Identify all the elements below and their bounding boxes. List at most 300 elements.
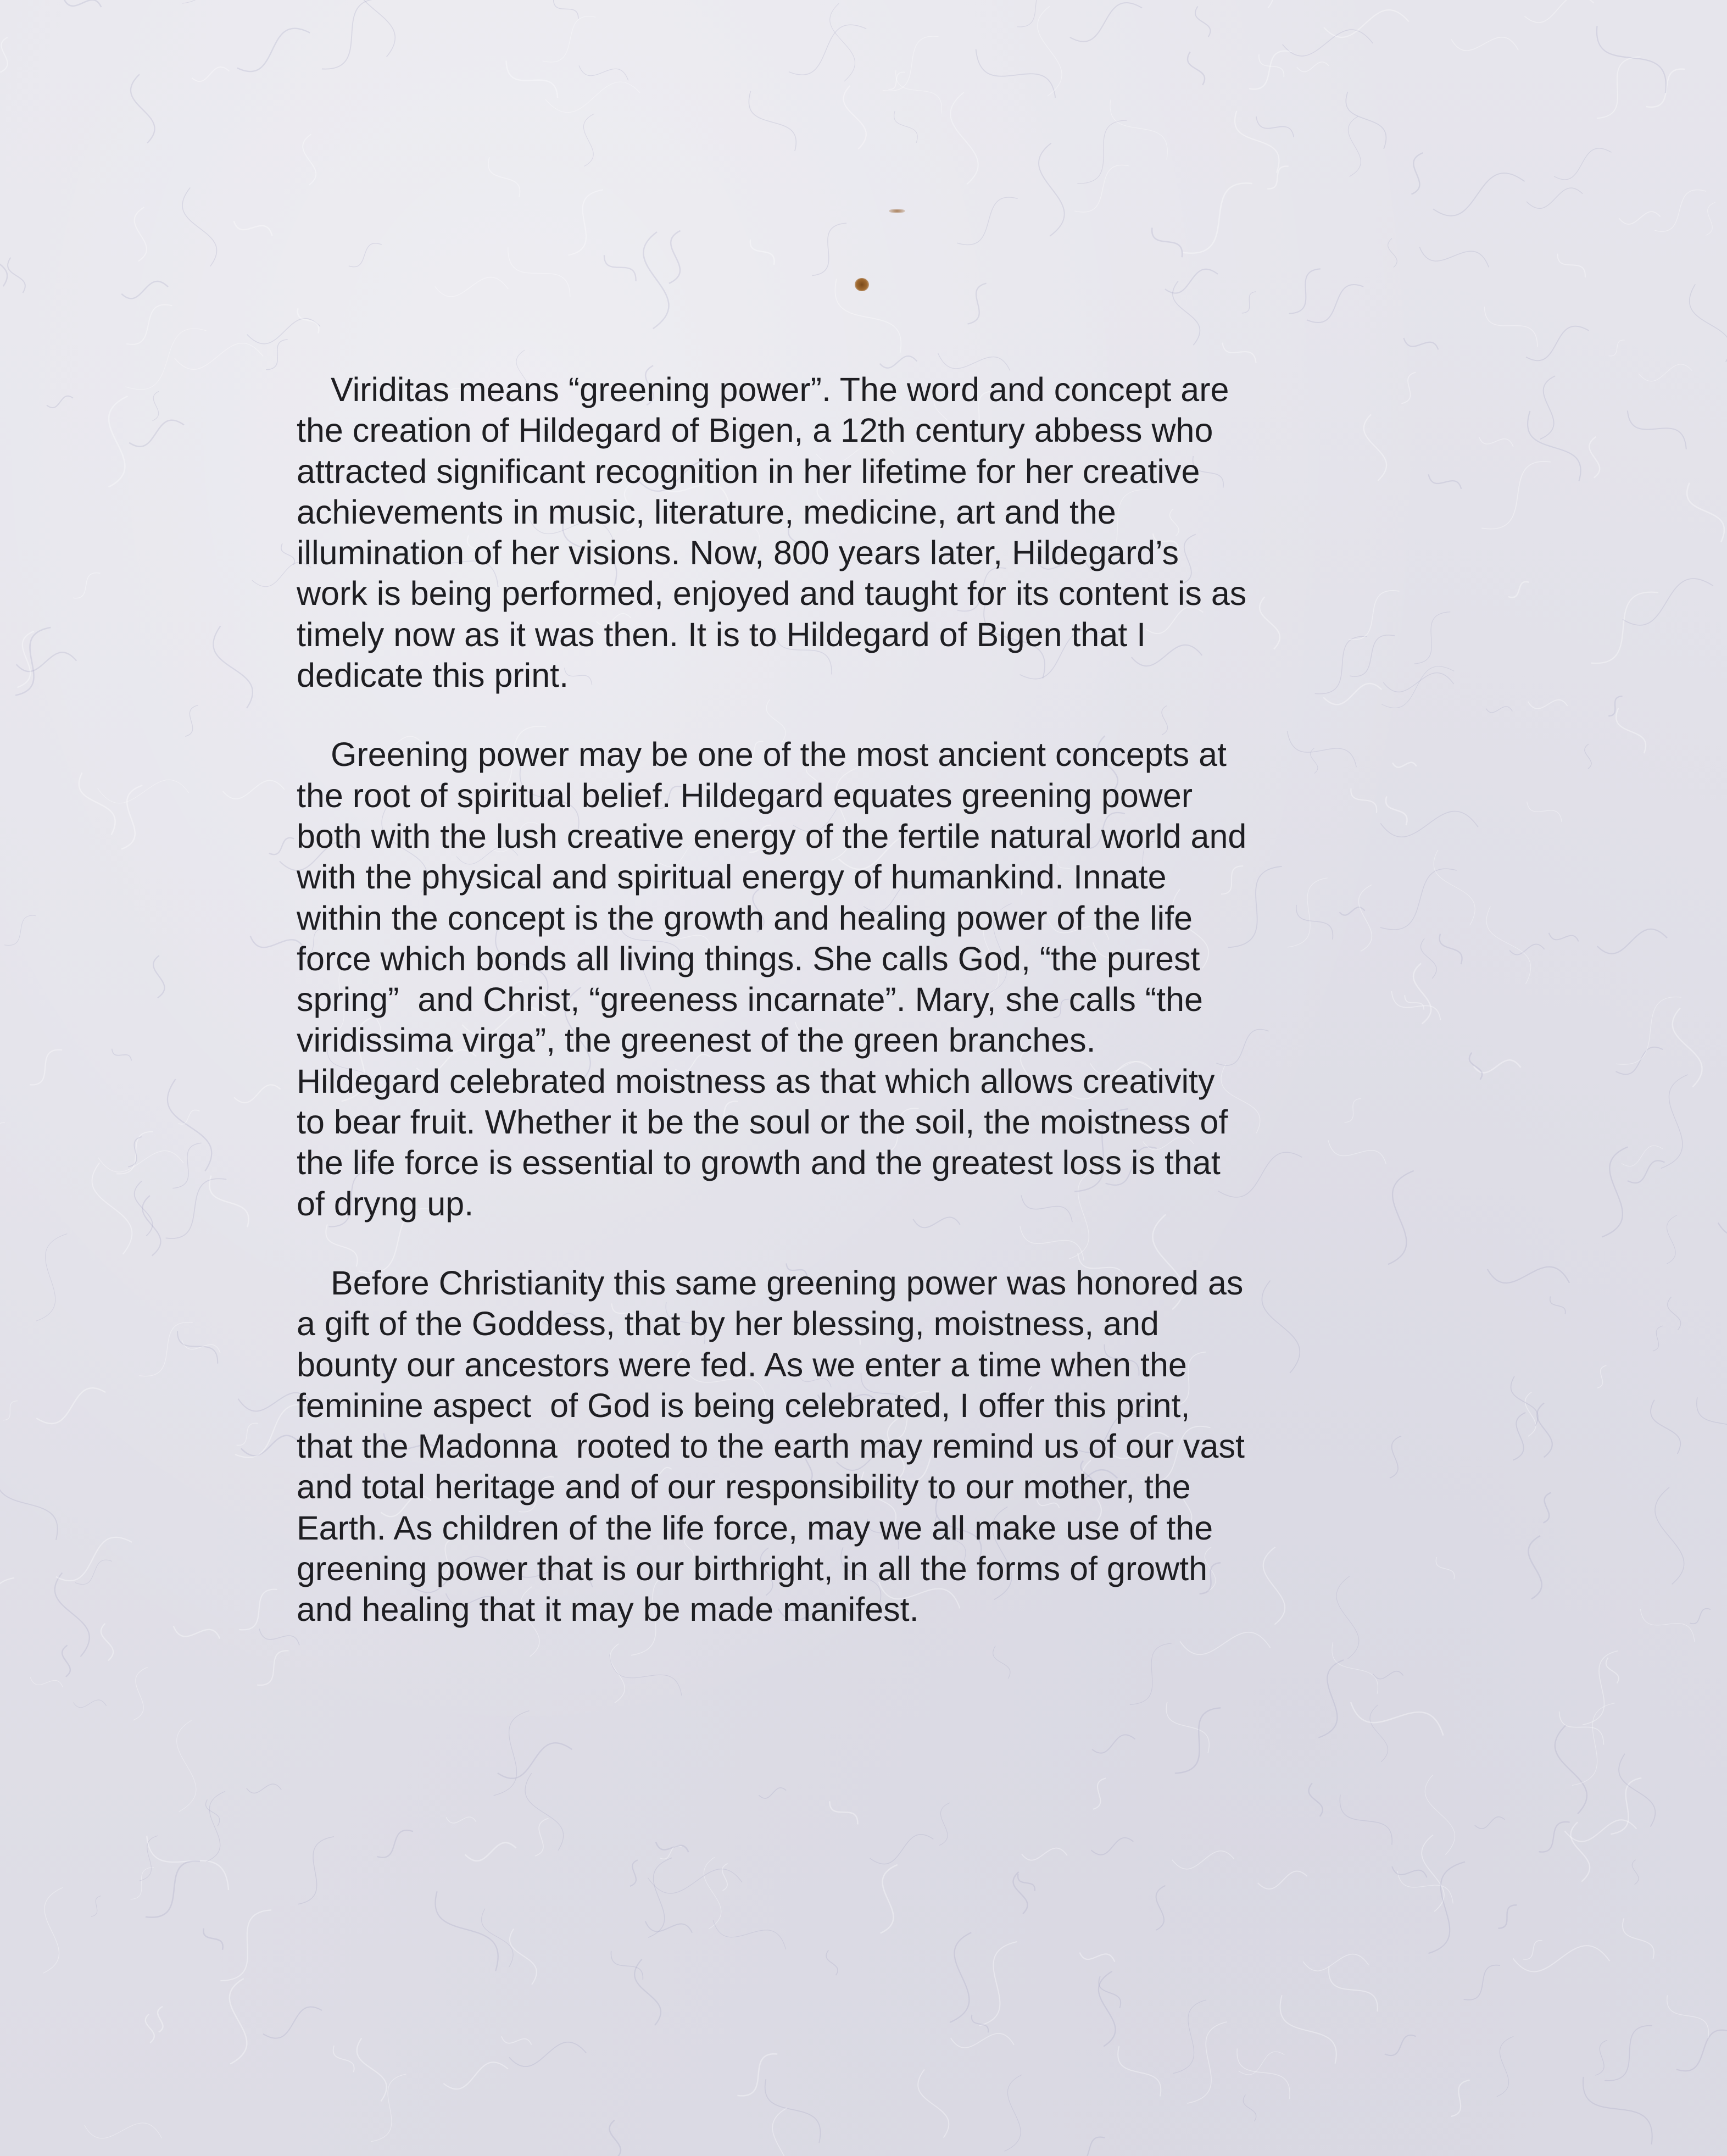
paper-fiber (1528, 700, 1568, 709)
paper-fiber (43, 1887, 63, 1973)
paper-fiber (179, 1110, 200, 1124)
paper-fiber (1498, 1905, 1517, 1928)
paper-fiber (0, 1578, 14, 1654)
paper-fiber (1166, 1702, 1209, 1753)
paper-fiber (1523, 1941, 1542, 1959)
paper-fiber (1661, 1075, 1688, 1169)
paper-fiber (298, 1837, 334, 1904)
paper-fiber (1433, 173, 1525, 216)
paper-fiber (1259, 54, 1284, 77)
paper-fiber (1289, 269, 1321, 313)
paper-fiber (1005, 2075, 1022, 2151)
paper-fiber (508, 247, 570, 296)
paper-fiber (135, 207, 147, 261)
paper-fiber (1329, 1966, 1378, 2012)
paper-fiber (634, 1959, 661, 2026)
paper-fiber (207, 1791, 225, 1862)
paper-fiber (1583, 1651, 1618, 1725)
paper-fiber (153, 955, 164, 998)
paper-fiber (73, 573, 100, 598)
paper-fiber (109, 396, 128, 487)
paper-fiber (177, 1720, 196, 1812)
paper-fiber (648, 1869, 743, 1893)
paper-fiber (1616, 1047, 1663, 1075)
paper-fiber (357, 2038, 387, 2102)
paper-fiber (1706, 202, 1715, 235)
paper-fiber (509, 2042, 586, 2066)
paper-fiber (303, 134, 316, 185)
document-body (297, 369, 1417, 1669)
paragraph-2 (297, 734, 1417, 1224)
paper-fiber (281, 543, 294, 565)
text-line: with the physical and spiritual energy of humankind. Innate (297, 858, 1167, 896)
text-line: to bear fruit. Whether it be the soul or the soil, the moistness of (297, 1103, 1228, 1141)
paper-fiber (1118, 2046, 1161, 2096)
paper-fiber (568, 190, 603, 255)
paper-fiber (1346, 92, 1386, 149)
paper-fiber (609, 2120, 620, 2156)
paper-fiber (0, 1123, 5, 1143)
paper-fiber (1237, 2048, 1290, 2099)
paper-fiber (1451, 2080, 1469, 2116)
paper-fiber (1513, 1413, 1525, 1460)
paper-fiber (47, 396, 73, 408)
paper-fiber (74, 1700, 107, 1708)
paper-fiber (976, 49, 1056, 98)
paper-fiber (371, 2074, 406, 2142)
text-line: the creation of Hildegard of Bigen, a 12th century abbess who (297, 412, 1213, 449)
paper-fiber (1392, 1866, 1427, 1877)
paper-fiber (1419, 247, 1489, 268)
paper-fiber (1509, 944, 1544, 954)
paper-fiber (1072, 2137, 1105, 2156)
paper-fiber (213, 626, 253, 708)
paper-fiber (1589, 437, 1600, 478)
paper-fiber (153, 391, 159, 421)
paper-fiber (139, 1323, 193, 1376)
text-line: Hildegard celebrated moistness as that which allows creativity (297, 1062, 1215, 1100)
text-line: within the concept is the growth and healing power of the life (297, 899, 1193, 937)
paper-fiber (121, 785, 142, 849)
paper-fiber (525, 1773, 564, 1851)
text-line: that the Madonna rooted to the earth may remind us of our vast (297, 1427, 1245, 1465)
paper-fiber (713, 1920, 785, 1949)
paper-fiber (1340, 1794, 1392, 1844)
paper-fiber (759, 1788, 786, 1798)
text-line: spring” and Christ, “greeness incarnate”. Mary, she calls “the (297, 981, 1203, 1019)
paper-fiber (1243, 2094, 1256, 2121)
paper-fiber (1591, 592, 1658, 664)
paper-fiber (1479, 437, 1513, 447)
paper-fiber (482, 1909, 514, 1968)
text-line: work is being performed, enjoyed and taught for its content is as (297, 575, 1247, 613)
paper-fiber (1526, 326, 1589, 361)
paper-fiber (1524, 0, 1594, 23)
paper-fiber (1539, 1822, 1569, 1852)
paper-fiber (938, 353, 1010, 370)
paper-fiber (704, 1857, 721, 1929)
paper-fiber (604, 255, 636, 281)
paper-fiber (951, 2033, 1015, 2048)
text-line: force which bonds all living things. She calls God, “the purest (297, 940, 1200, 977)
paper-fiber (263, 2007, 322, 2038)
paper-fiber (1608, 696, 1622, 716)
paper-fiber (494, 1711, 530, 1796)
paper-fiber (1403, 338, 1438, 349)
paper-fiber (1324, 10, 1409, 37)
text-line: greening power that is our birthright, in all the forms of growth (297, 1550, 1207, 1588)
paper-fiber (1283, 30, 1373, 56)
text-line: attracted significant recognition in her lifetime for her creative (297, 452, 1200, 490)
paper-fiber (1484, 307, 1537, 347)
paper-fiber (435, 277, 508, 297)
paper-fiber (298, 308, 319, 333)
paper-fiber (1222, 343, 1256, 363)
text-line: a gift of the Goddess, that by her blessing, moistness, and (297, 1305, 1159, 1343)
paper-fiber (247, 319, 320, 344)
paper-fiber (506, 60, 558, 98)
paper-fiber (1440, 934, 1462, 964)
paper-fiber (182, 1340, 220, 1353)
paragraph-3 (297, 1263, 1417, 1630)
paper-fiber (1110, 99, 1167, 159)
paper-fiber (146, 1861, 200, 1917)
paper-fiber (133, 1667, 148, 1720)
text-line: both with the lush creative energy of the fertile natural world and (297, 817, 1247, 855)
paper-fiber (829, 1801, 857, 1824)
paper-fiber (1091, 1838, 1134, 1855)
text-line: illumination of her visions. Now, 800 years later, Hildegard’s (297, 534, 1179, 572)
paper-fiber (1187, 2022, 1227, 2103)
paper-fiber (182, 0, 232, 3)
paper-fiber (750, 240, 775, 265)
paper-fiber (79, 773, 115, 835)
text-line: Before Christianity this same greening power was honored as (331, 1264, 1244, 1302)
paper-fiber (1420, 938, 1436, 979)
paper-fiber (1013, 1872, 1028, 1914)
paper-fiber (1172, 1851, 1234, 1869)
paper-fiber (583, 114, 594, 166)
paper-fiber (139, 1836, 158, 1881)
paper-fiber (131, 74, 155, 143)
text-line: the root of spiritual belief. Hildegard equates greening power (297, 776, 1193, 814)
paper-fiber (1585, 744, 1591, 769)
paper-fiber (443, 2062, 508, 2089)
paper-fiber (177, 1331, 218, 1364)
paper-fiber (1572, 1703, 1615, 1786)
paper-fiber (888, 72, 905, 89)
paper-fiber (1623, 1918, 1654, 1959)
paper-fiber (1611, 1778, 1641, 1834)
paper-fiber (765, 2079, 821, 2143)
paper-fiber (168, 1079, 211, 1171)
paper-fiber (1554, 148, 1611, 180)
paper-fiber (1307, 285, 1363, 323)
paper-fiber (1570, 1822, 1590, 1881)
paper-fiber (1609, 340, 1625, 356)
paper-fiber (1318, 1660, 1344, 1738)
paper-fiber (979, 1942, 1017, 2026)
paper-fiber (1258, 1871, 1307, 1889)
paper-fiber (1668, 1297, 1681, 1330)
paper-fiber (175, 343, 263, 370)
paper-fiber (950, 1932, 971, 2022)
paper-fiber (1597, 57, 1641, 119)
paper-fiber (1549, 933, 1579, 942)
paper-fiber (237, 29, 310, 72)
paper-fiber (1597, 1365, 1607, 1388)
paper-fiber (356, 0, 395, 57)
paper-fiber (1550, 1297, 1566, 1314)
paper-fiber (1173, 2000, 1206, 2074)
paper-fiber (737, 2054, 777, 2096)
paper-fiber (1348, 116, 1361, 176)
paper-fiber (435, 1891, 498, 1971)
paper-fiber (1249, 51, 1292, 90)
paper-fiber (192, 67, 229, 81)
paper-fiber (1018, 1874, 1035, 1891)
paper-fiber (4, 915, 36, 945)
paper-fiber (465, 1843, 516, 1861)
paper-fiber (1183, 183, 1252, 253)
paper-fiber (135, 1181, 153, 1236)
paper-fiber (131, 1868, 154, 1899)
paper-fiber (535, 1818, 549, 1856)
text-line: the life force is essential to growth and the greatest loss is that (297, 1144, 1221, 1182)
paper-fiber (1511, 1376, 1538, 1426)
paper-fiber (203, 1929, 222, 1950)
paper-fiber (1173, 281, 1200, 346)
paper-fiber (101, 1624, 113, 1661)
paper-fiber (241, 1436, 299, 1456)
text-line: timely now as it was then. It is to Hildegard of Bigen that I (297, 615, 1146, 653)
paper-fiber (1690, 1609, 1711, 1624)
paper-fiber (789, 25, 866, 75)
paper-fiber (1528, 411, 1581, 481)
paper-fiber (0, 1464, 58, 1540)
paper-fiber (1488, 1267, 1569, 1283)
paper-fiber (98, 780, 189, 803)
paper-fiber (1544, 1493, 1551, 1523)
paper-fiber (1038, 6, 1062, 96)
paper-fiber (1667, 1995, 1709, 2038)
paper-fiber (1152, 228, 1182, 258)
paper-fiber (826, 1950, 838, 1975)
paper-fiber (1017, 0, 1056, 27)
paper-fiber (1099, 1971, 1116, 2047)
paper-fiber (1646, 69, 1685, 107)
paper-fiber (835, 279, 901, 353)
paper-fiber (545, 82, 640, 113)
paper-fiber (1655, 1487, 1684, 1584)
paper-fiber (1175, 1708, 1221, 1773)
paper-fiber (1385, 2035, 1416, 2055)
paper-fiber (116, 1132, 153, 1174)
paper-fiber (1619, 212, 1660, 224)
paper-fiber (172, 1143, 201, 1188)
paper-fiber (1070, 3, 1142, 42)
paper-fiber (1616, 708, 1646, 754)
paper-fiber (1297, 62, 1329, 72)
paper-fiber (669, 231, 681, 284)
paper-fiber (1559, 1712, 1604, 1745)
paper-fiber (1595, 2040, 1607, 2075)
paper-fiber (126, 329, 207, 390)
paper-fiber (1280, 1995, 1336, 2063)
paper-fiber (1373, 1671, 1403, 1679)
paper-fiber (1558, 254, 1585, 277)
paper-fiber (1039, 143, 1065, 236)
paper-fiber (8, 258, 25, 293)
paper-fiber (1623, 579, 1713, 625)
paper-fiber (1528, 1536, 1541, 1599)
paper-fiber (1697, 1397, 1727, 1452)
paper-fiber (18, 631, 34, 687)
paper-fiber (1537, 1403, 1552, 1458)
paper-fiber (830, 3, 855, 81)
paper-fiber (1165, 269, 1218, 293)
paper-fiber (1195, 7, 1211, 37)
paper-fiber (185, 705, 198, 736)
paper-fiber (957, 197, 1017, 245)
paper-fiber (1242, 292, 1256, 313)
paper-fiber (1080, 1953, 1115, 1962)
paper-fiber (1388, 238, 1397, 268)
paper-fiber (205, 1799, 219, 1826)
paper-fiber (98, 1151, 183, 1172)
paper-fiber (722, 1864, 728, 1891)
paper-fiber (322, 0, 385, 69)
paper-fiber (630, 1860, 638, 1886)
paper-fiber (881, 1865, 898, 1933)
paper-fiber (209, 1176, 248, 1227)
text-line: of dryng up. (297, 1185, 474, 1223)
paper-fiber (16, 652, 77, 671)
paper-fiber (1303, 1954, 1368, 1971)
paper-fiber (3, 1401, 18, 1420)
paper-fiber (1475, 1817, 1505, 1829)
text-line: feminine aspect of God is being celebrated, I offer this print, (297, 1386, 1190, 1424)
paper-fiber (1628, 410, 1686, 449)
paper-fiber (1486, 707, 1512, 713)
paper-fiber (234, 1085, 281, 1103)
paper-fiber (972, 2015, 988, 2032)
paper-fiber (1508, 582, 1529, 597)
paper-fiber (1267, 166, 1289, 189)
paper-fiber (1425, 1775, 1455, 1854)
paper-fiber (1156, 1886, 1165, 1930)
paper-fiber (15, 627, 51, 696)
paper-fiber (1451, 37, 1518, 51)
text-line: Earth. As children of the life force, may we all make use of the (297, 1509, 1213, 1547)
paper-fiber (772, 2108, 790, 2156)
paragraph-1 (297, 369, 1417, 696)
text-line: Greening power may be one of the most ancient concepts at (331, 736, 1227, 774)
paper-fiber (660, 1846, 682, 1859)
paper-fiber (1099, 1976, 1121, 2008)
paper-fiber (880, 356, 917, 368)
paper-fiber (1351, 1702, 1443, 1736)
paper-fiber (1527, 188, 1583, 208)
paper-fiber (1651, 1400, 1680, 1454)
paper-fiber (1639, 364, 1692, 381)
paper-fiber (502, 2036, 532, 2044)
paper-fiber (1412, 153, 1423, 194)
paper-fiber (1676, 2030, 1727, 2071)
text-line: bounty our ancestors were fed. As we enter a time when the (297, 1346, 1187, 1383)
paper-fiber (749, 91, 796, 151)
paper-fiber (1632, 1860, 1639, 1885)
paper-fiber (1188, 52, 1205, 85)
paper-fiber (844, 86, 866, 149)
paper-fiber (648, 1858, 672, 1937)
paper-fiber (1239, 2052, 1285, 2075)
paper-fiber (91, 1896, 101, 1917)
paper-fiber (1690, 284, 1727, 362)
paper-fiber (643, 232, 668, 329)
paper-fiber (1527, 802, 1562, 822)
paper-fiber (1565, 1820, 1637, 1841)
paper-fiber (75, 1560, 112, 1585)
text-line: and healing that it may be made manifest. (297, 1591, 919, 1629)
paper-fiber (1429, 1862, 1466, 1953)
paper-fiber (918, 2070, 949, 2138)
paper-fiber (333, 2046, 354, 2072)
paper-fiber (1583, 2077, 1652, 2144)
paper-fiber (579, 65, 628, 80)
paper-speck-small (889, 209, 905, 213)
paper-fiber (656, 1842, 689, 1852)
paper-fiber (63, 0, 101, 7)
paper-fiber (129, 420, 184, 447)
paper-fiber (56, 1537, 132, 1581)
paper-fiber (377, 1830, 413, 1858)
paper-fiber (1619, 1754, 1656, 1827)
paper-fiber (1602, 1147, 1628, 1237)
paper-fiber (166, 1179, 227, 1238)
paper-fiber (1074, 165, 1129, 212)
paper-fiber (1606, 1658, 1619, 1683)
paper-fiber (121, 281, 168, 298)
paper-fiber (126, 305, 172, 344)
paper-fiber (112, 1049, 132, 1061)
paper-fiber (349, 243, 382, 267)
paper-fiber (257, 1651, 288, 1685)
paper-fiber (1687, 483, 1724, 542)
paper-fiber (36, 1234, 68, 1321)
paper-fiber (259, 1629, 299, 1645)
paper-fiber (870, 1835, 934, 1864)
paper-fiber (446, 1817, 476, 1823)
paper-fiber (1640, 1609, 1695, 1642)
paper-fiber (543, 16, 596, 62)
paper-fiber (1605, 2026, 1652, 2081)
paper-fiber (1616, 997, 1681, 1065)
paper-fiber (1235, 111, 1279, 173)
paper-fiber (1397, 1871, 1453, 1903)
paper-fiber (1653, 1326, 1663, 1351)
paper-fiber (1597, 26, 1666, 93)
text-line: dedicate this print. (297, 657, 569, 694)
paper-fiber (85, 2123, 162, 2138)
paper-fiber (220, 1910, 271, 1981)
paper-fiber (1718, 1219, 1727, 1236)
paper-fiber (234, 221, 272, 236)
paper-fiber (1597, 929, 1667, 954)
paper-fiber (0, 234, 7, 286)
paper-fiber (1474, 1060, 1521, 1073)
paper-fiber (1429, 474, 1462, 489)
